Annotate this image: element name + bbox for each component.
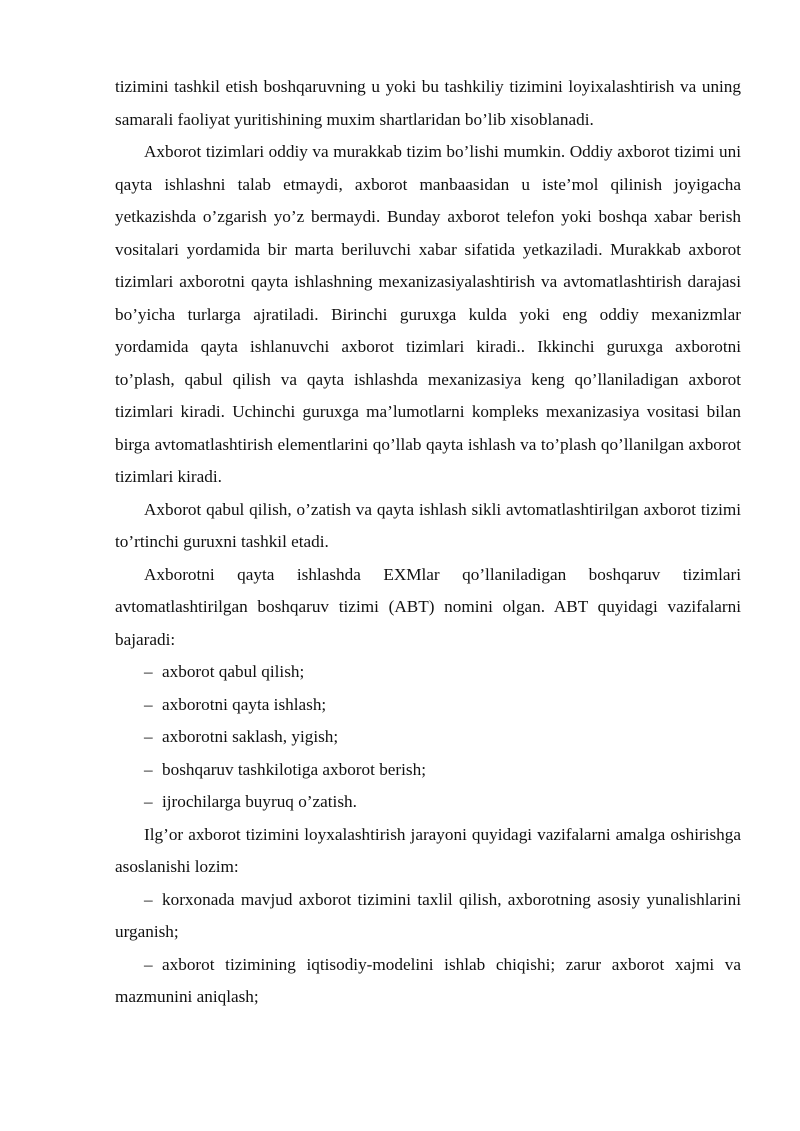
dash-marker: – <box>144 662 153 681</box>
list-item <box>115 884 741 949</box>
document-page <box>115 71 741 1014</box>
list-item-text: axborot qabul qilish; <box>162 662 305 681</box>
dash-marker: – <box>144 727 153 746</box>
dash-marker: – <box>144 694 153 714</box>
dash-marker: – <box>144 889 153 909</box>
paragraph-fourth-group: Axborot qabul qilish, o’zatish va qayta ishlash sikli avtomatlashtirilgan axborot tizimi to’rtinchi guruxni tashkil etadi. <box>115 499 741 551</box>
list-item <box>115 754 741 787</box>
abt-tasks-list <box>115 656 741 819</box>
paragraph-continuation: tizimini tashkil etish boshqaruvning u yoki bu tashkiliy tizimini loyixalashtirish va uning samarali faoliyat yuritishining muxim shartlaridan bo’lib xisoblanadi. <box>115 77 741 129</box>
list-item <box>115 689 741 722</box>
list-item-text: boshqaruv tashkilotiga axborot berish; <box>162 759 426 779</box>
list-item-text: axborotni qayta ishlash; <box>162 694 327 714</box>
paragraph-design-tasks: Ilg’or axborot tizimini loyxalashtirish jarayoni quyidagi vazifalarni amalga oshirishga asoslanishi lozim: <box>115 824 741 876</box>
dash-marker: – <box>144 954 153 974</box>
list-item-text: axborotni saklash, yigish; <box>162 727 339 746</box>
dash-marker: – <box>144 759 153 779</box>
list-item-text: korxonada mavjud axborot tizimini taxlil qilish, axborotning asosiy yunalishlarini urganish; <box>115 889 741 941</box>
paragraph-information-systems: Axborot tizimlari oddiy va murakkab tizim bo’lishi mumkin. Oddiy axborot tizimi uni qayta ishlashni talab etmaydi, axborot manbaasidan u iste’mol qilinish joyigacha yetkazishda o’zgarish yo’z bermaydi. Bunday axborot telefon yoki boshqa xabar berish vositalari yordamida bir marta beriluvchi xabar sifatida yetkaziladi. Murakkab axborot tizimlari axborotni qayta ishlashning mexanizasiyalashtirish va avtomatlashtirish darajasi bo’yicha turlarga ajratiladi. Birinchi guruxga kulda yoki eng oddiy mexanizmlar yordamida qayta ishlanuvchi axborot tizimlari kiradi.. Ikkinchi guruxga axborotni to’plash, qabul qilish va qayta ishlashda mexanizasiya keng qo’llaniladigan axborot tizimlari kiradi. Uchinchi guruxga ma’lumotlarni kompleks mexanizasiya vositasi bilan birga avtomatlashtirish elementlarini qo’llab qayta ishlash va to’plash qo’llanilgan axborot tizimlari kiradi. <box>115 142 741 486</box>
design-tasks-list <box>115 884 741 1014</box>
list-item <box>115 721 741 754</box>
list-item-text: axborot tizimining iqtisodiy-modelini ishlab chiqishi; zarur axborot xajmi va mazmunini aniqlash; <box>115 954 741 1006</box>
list-item <box>115 656 741 689</box>
dash-marker: – <box>144 792 153 811</box>
list-item-text: ijrochilarga buyruq o’zatish. <box>162 792 357 811</box>
paragraph-abt-definition: Axborotni qayta ishlashda EXMlar qo’llaniladigan boshqaruv tizimlari avtomatlashtirilgan boshqaruv tizimi (ABT) nomini olgan. ABT quyidagi vazifalarni bajaradi: <box>115 564 741 649</box>
list-item <box>115 786 741 819</box>
list-item <box>115 949 741 1014</box>
